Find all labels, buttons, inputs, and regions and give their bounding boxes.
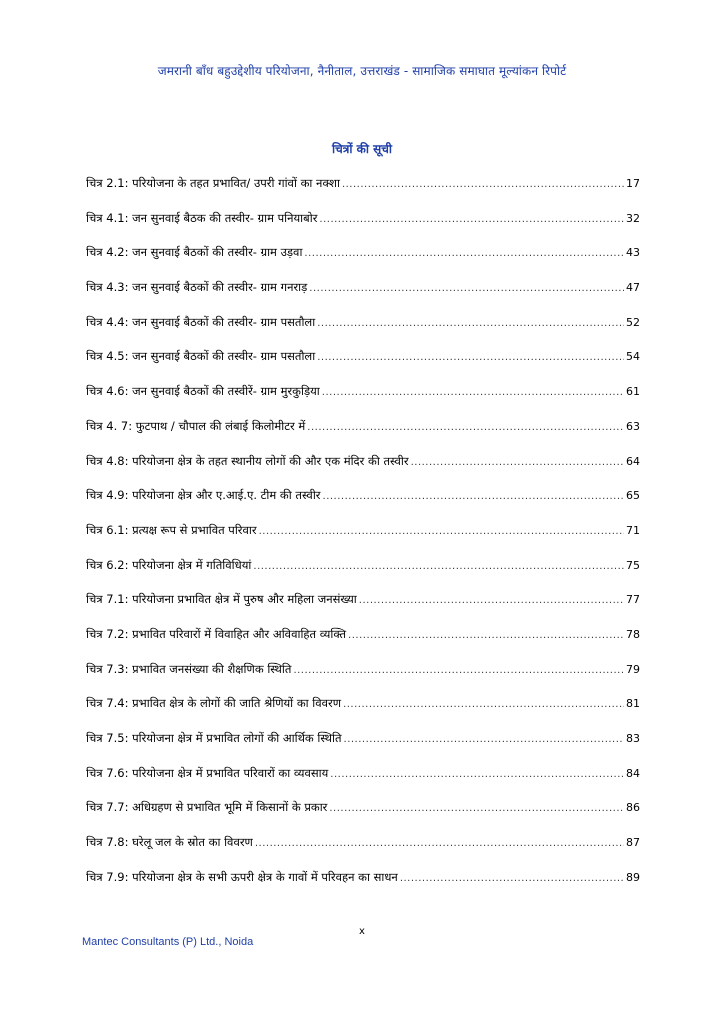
toc-entry[interactable]: [86, 315, 640, 350]
toc-entry[interactable]: [86, 211, 640, 246]
toc-entry-label: चित्र 4.2: जन सुनवाई बैठकों की तस्वीर- ग्राम उड़वा: [86, 245, 303, 260]
toc-entry-label: चित्र 4.4: जन सुनवाई बैठकों की तस्वीर- ग्राम पसतौला: [86, 314, 316, 329]
toc-entry-label: चित्र 4.8: परियोजना क्षेत्र के तहत स्थानीय लोगों की और एक मंदिर की तस्वीर: [86, 453, 409, 468]
toc-entry-label: चित्र 7.6: परियोजना क्षेत्र में प्रभावित परिवारों का व्यवसाय: [86, 765, 329, 780]
dot-leader: [343, 696, 624, 710]
toc-entry-label: चित्र 4.9: परियोजना क्षेत्र और ए.आई.ए. टीम की तस्वीर: [86, 488, 321, 503]
dot-leader: [319, 211, 624, 225]
toc-entry-label: चित्र 4.5: जन सुनवाई बैठकों की तस्वीर- ग्राम पसतौला: [86, 349, 316, 364]
toc-entry[interactable]: [86, 766, 640, 801]
toc-entry-page: 87: [626, 836, 640, 850]
dot-leader: [322, 384, 624, 398]
toc-entry[interactable]: [86, 245, 640, 280]
toc-entry[interactable]: [86, 870, 640, 905]
toc-entry-page: 61: [626, 385, 640, 399]
dot-leader: [348, 627, 624, 641]
dot-leader: [330, 766, 624, 780]
toc-entry-page: 75: [626, 558, 640, 572]
dot-leader: [317, 349, 624, 363]
toc-entry[interactable]: [86, 419, 640, 454]
toc-entry-label: चित्र 7.5: परियोजना क्षेत्र में प्रभावित लोगों की आर्थिक स्थिति: [86, 731, 342, 745]
toc-entry-label: चित्र 6.2: परियोजना क्षेत्र में गतिविधियां: [86, 557, 252, 572]
toc-entry-page: 65: [626, 489, 640, 503]
toc-entry[interactable]: [86, 696, 640, 731]
toc-entry[interactable]: [86, 454, 640, 489]
toc-entry[interactable]: [86, 558, 640, 593]
toc-entry-label: चित्र 7.1: परियोजना प्रभावित क्षेत्र में पुरुष और महिला जनसंख्या: [86, 592, 357, 607]
toc-entry-label: चित्र 4.3: जन सुनवाई बैठकों की तस्वीर- ग्राम गनराड़: [86, 280, 308, 295]
toc-entry[interactable]: [86, 662, 640, 697]
toc-entry-page: 84: [626, 766, 640, 780]
footer-company: Mantec Consultants (P) Ltd., Noida: [82, 936, 254, 948]
toc-entry-page: 77: [626, 593, 640, 607]
page-number: x: [359, 926, 365, 937]
toc-entry-label: चित्र 6.1: प्रत्यक्ष रूप से प्रभावित परिवार: [86, 522, 257, 537]
toc-entry-page: 86: [626, 801, 640, 815]
toc-entry-page: 78: [626, 627, 640, 641]
toc-entry-page: 81: [626, 697, 640, 711]
toc-entry-label: चित्र 4.1: जन सुनवाई बैठक की तस्वीर- ग्राम पनियाबोर: [86, 210, 318, 225]
toc-entry[interactable]: [86, 488, 640, 523]
toc-entry-label: चित्र 2.1: परियोजना के तहत प्रभावित/ उपरी गांवों का नक्शा: [86, 176, 340, 190]
toc-entry-page: 64: [626, 454, 640, 468]
dot-leader: [304, 245, 624, 259]
toc-entry-label: चित्र 4. 7: फुटपाथ / चौपाल की लंबाई किलोमीटर में: [86, 418, 306, 433]
toc-entry-page: 79: [626, 662, 640, 676]
toc-entry-label: चित्र 7.2: प्रभावित परिवारों में विवाहित और अविवाहित व्यक्ति: [86, 626, 347, 641]
dot-leader: [307, 419, 624, 433]
dot-leader: [317, 315, 624, 329]
dot-leader: [400, 870, 624, 884]
toc-entry-page: 32: [626, 211, 640, 225]
toc-entry-label: चित्र 7.7: अधिग्रहण से प्रभावित भूमि में किसानों के प्रकार: [86, 800, 328, 815]
dot-leader: [293, 662, 624, 676]
list-of-figures: [86, 176, 640, 904]
dot-leader: [359, 592, 624, 606]
toc-entry[interactable]: [86, 384, 640, 419]
toc-entry[interactable]: [86, 523, 640, 558]
dot-leader: [309, 280, 624, 294]
toc-entry[interactable]: [86, 592, 640, 627]
dot-leader: [259, 523, 624, 537]
toc-entry-page: 43: [626, 246, 640, 260]
toc-entry-page: 54: [626, 350, 640, 364]
dot-leader: [329, 800, 624, 814]
toc-entry-label: चित्र 7.4: प्रभावित क्षेत्र के लोगों की जाति श्रेणियों का विवरण: [86, 696, 342, 711]
dot-leader: [344, 731, 624, 745]
toc-entry[interactable]: [86, 800, 640, 835]
dot-leader: [255, 835, 624, 849]
toc-entry[interactable]: [86, 627, 640, 662]
toc-entry-label: चित्र 7.3: प्रभावित जनसंख्या की शैक्षणिक स्थिति: [86, 661, 292, 676]
toc-entry[interactable]: [86, 349, 640, 384]
dot-leader: [411, 454, 624, 468]
dot-leader: [342, 176, 624, 190]
toc-entry-label: चित्र 4.6: जन सुनवाई बैठकों की तस्वीरें- ग्राम मुरकुड़िया: [86, 384, 320, 399]
toc-entry-page: 83: [626, 732, 640, 745]
toc-entry-page: 17: [626, 177, 640, 190]
dot-leader: [253, 558, 624, 572]
toc-entry[interactable]: [86, 176, 640, 211]
toc-entry[interactable]: [86, 835, 640, 870]
toc-entry-page: 89: [626, 870, 640, 884]
toc-entry-page: 47: [626, 281, 640, 295]
toc-entry[interactable]: [86, 731, 640, 766]
toc-entry-page: 52: [626, 315, 640, 329]
list-of-figures-title: चित्रों की सूची: [332, 142, 392, 156]
dot-leader: [323, 488, 624, 502]
toc-entry-label: चित्र 7.8: घरेलू जल के स्रोत का विवरण: [86, 835, 253, 850]
toc-entry[interactable]: [86, 280, 640, 315]
toc-entry-label: चित्र 7.9: परियोजना क्षेत्र के सभी ऊपरी क्षेत्र के गावों में परिवहन का साधन: [86, 869, 398, 884]
running-header: जमरानी बाँध बहुउद्देशीय परियोजना, नैनीताल, उत्तराखंड - सामाजिक समाघात मूल्यांकन रिपोर्ट: [157, 64, 567, 78]
toc-entry-page: 71: [626, 523, 640, 537]
toc-entry-page: 63: [626, 419, 640, 433]
